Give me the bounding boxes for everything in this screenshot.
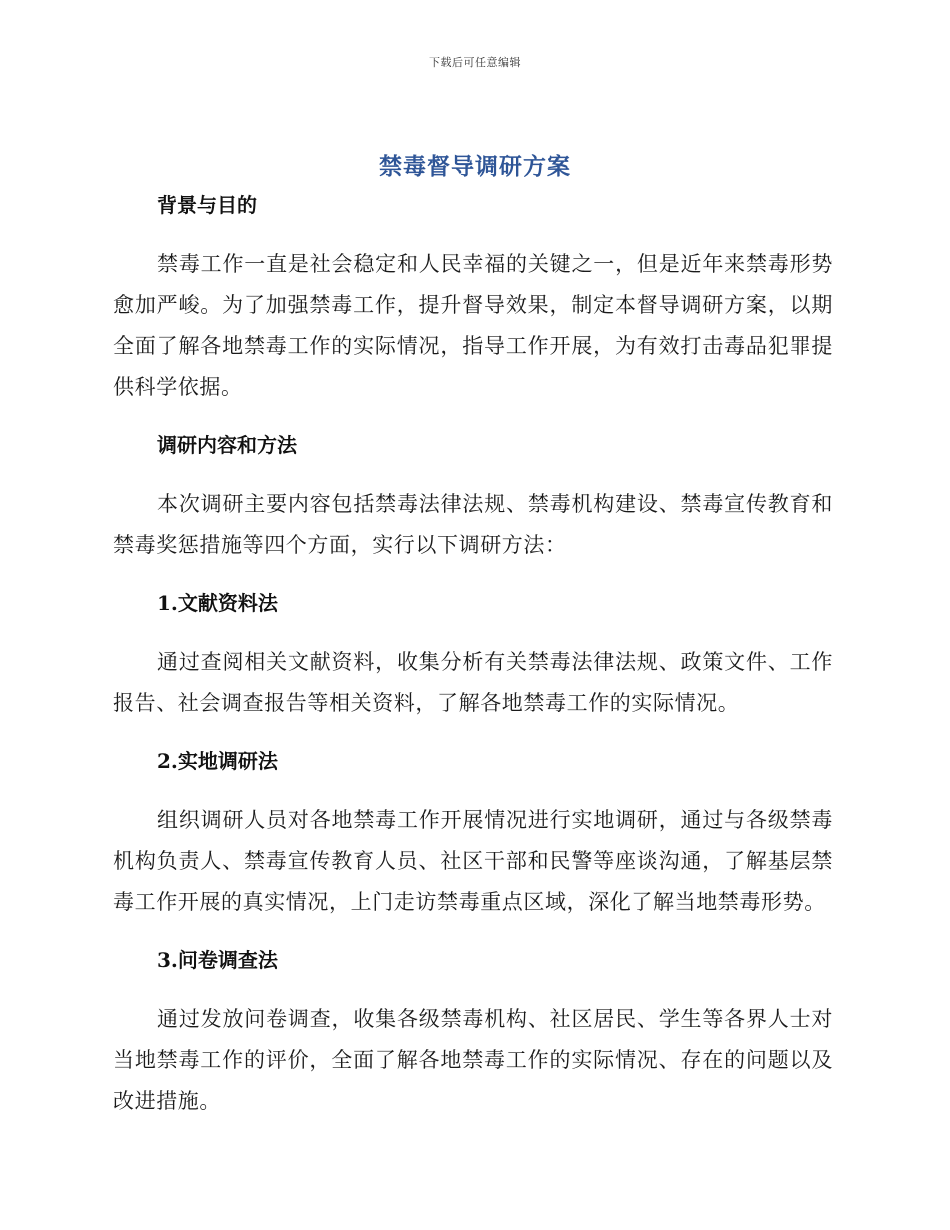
section-paragraph-background: 禁毒工作一直是社会稳定和人民幸福的关键之一，但是近年来禁毒形势愈加严峻。为了加强禁毒工作，提升督导效果，制定本督导调研方案，以期全面了解各地禁毒工作的实际情况，指导工作开展，为有效打击毒品犯罪提供科学依据。 — [113, 252, 833, 399]
section-heading-field-method: 2.实地调研法 — [157, 749, 278, 773]
section-heading-survey-method: 3.问卷调查法 — [157, 948, 278, 972]
document-title: 禁毒督导调研方案 — [379, 154, 571, 180]
section-paragraph-survey-method: 通过发放问卷调查，收集各级禁毒机构、社区居民、学生等各界人士对当地禁毒工作的评价，全面了解各地禁毒工作的实际情况、存在的问题以及改进措施。 — [113, 1007, 833, 1113]
section-heading-content-methods: 调研内容和方法 — [157, 433, 297, 457]
section-paragraph-literature-method: 通过查阅相关文献资料，收集分析有关禁毒法律法规、政策文件、工作报告、社会调查报告等相关资料，了解各地禁毒工作的实际情况。 — [113, 650, 833, 715]
section-paragraph-field-method: 组织调研人员对各地禁毒工作开展情况进行实地调研，通过与各级禁毒机构负责人、禁毒宣传教育人员、社区干部和民警等座谈沟通，了解基层禁毒工作开展的真实情况，上门走访禁毒重点区域，深化了解当地禁毒形势。 — [113, 808, 833, 914]
section-paragraph-content-methods: 本次调研主要内容包括禁毒法律法规、禁毒机构建设、禁毒宣传教育和禁毒奖惩措施等四个方面，实行以下调研方法： — [113, 492, 833, 557]
section-heading-literature-method: 1.文献资料法 — [157, 591, 278, 615]
section-heading-background: 背景与目的 — [157, 193, 257, 217]
header-note: 下载后可任意编辑 — [429, 56, 521, 69]
document-body — [113, 190, 833, 1142]
